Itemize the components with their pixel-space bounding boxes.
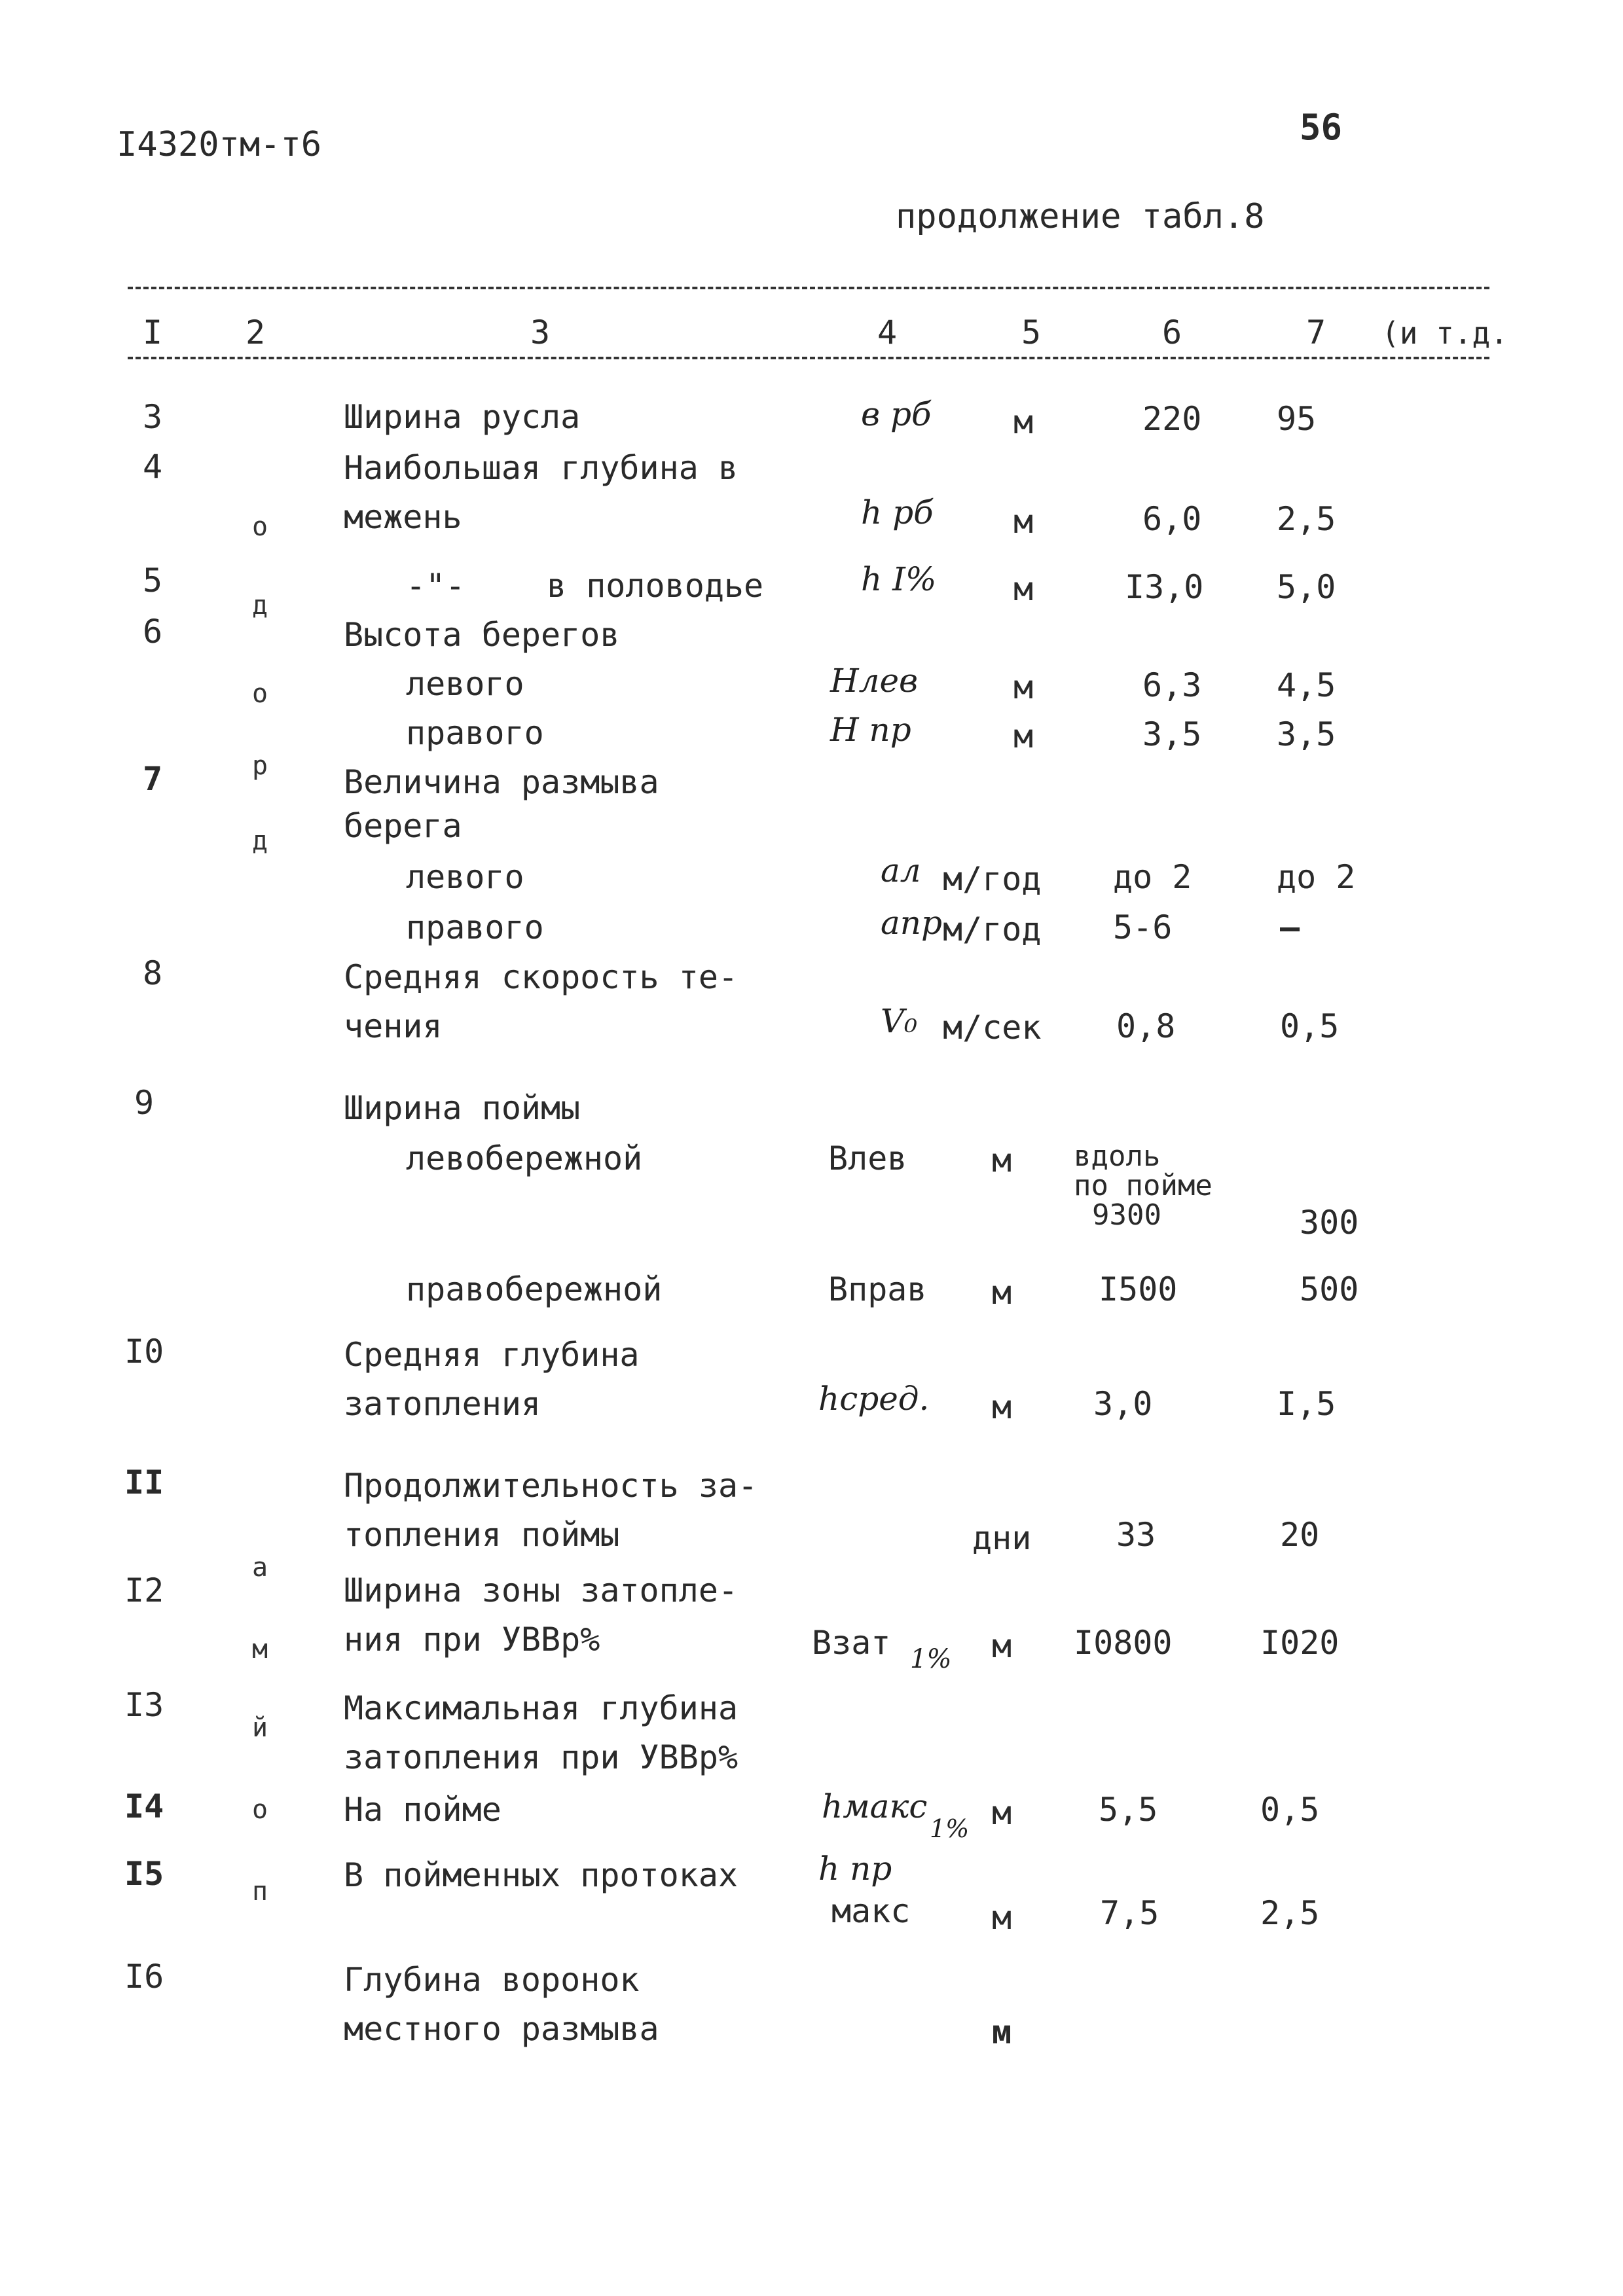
value-col6: I500 (1099, 1270, 1178, 1308)
parameter-name: Ширина поймы (344, 1089, 581, 1127)
parameter-name: Ширина зоны затопле- (344, 1571, 739, 1609)
value-col6: 7,5 (1100, 1894, 1159, 1932)
row-number: 4 (143, 448, 163, 486)
unit: м (992, 1388, 1012, 1426)
parameter-symbol: hмакс (822, 1787, 928, 1825)
parameter-subname: правого (406, 908, 544, 946)
parameter-name: топления поймы (344, 1516, 620, 1554)
row-number: I4 (124, 1787, 164, 1825)
unit: м (992, 2013, 1012, 2051)
row-number: I2 (124, 1571, 164, 1609)
parameter-symbol-subscript: 1% (930, 1814, 970, 1843)
parameter-subname: левобережной (406, 1139, 643, 1177)
value-col7: 4,5 (1277, 666, 1336, 704)
parameter-name: затопления при УВВр% (344, 1738, 739, 1776)
side-label-letter: о (252, 512, 268, 542)
parameter-name: Величина размыва (344, 763, 659, 801)
column-header-1: I (143, 314, 163, 351)
parameter-symbol: Влев (828, 1139, 907, 1177)
parameter-symbol: hсред. (818, 1380, 930, 1418)
parameter-symbol: Взат (812, 1624, 891, 1662)
unit: м (992, 1627, 1012, 1665)
column-header-7: 7 (1306, 314, 1326, 351)
value-col6: 3,5 (1142, 715, 1202, 753)
parameter-symbol: h рб (861, 493, 934, 531)
parameter-name: Максимальная глубина (344, 1689, 739, 1727)
value-col6: 6,3 (1142, 666, 1202, 704)
parameter-name: Продолжительность за- (344, 1467, 758, 1505)
row-number: 3 (143, 398, 163, 436)
value-col7: 20 (1280, 1516, 1320, 1554)
parameter-name: На пойме (344, 1791, 501, 1829)
value-col7: 0,5 (1260, 1791, 1320, 1829)
page-number: 56 (1300, 107, 1343, 148)
parameter-name: в половодье (547, 567, 764, 605)
unit: дни (972, 1519, 1032, 1557)
parameter-name: ния при УВВр% (344, 1621, 600, 1659)
parameter-name: берега (344, 807, 462, 845)
unit: м (992, 1899, 1012, 1937)
unit: м (1013, 403, 1034, 441)
value-col6: 3,0 (1093, 1385, 1153, 1423)
value-col7: 2,5 (1277, 500, 1336, 538)
side-label-letter: й (252, 1713, 268, 1743)
table-continuation-caption: продолжение табл.8 (896, 197, 1265, 236)
value-col7: 5,0 (1277, 568, 1336, 606)
side-label-letter: д (252, 826, 268, 856)
parameter-symbol: h I% (861, 560, 937, 598)
unit: м (1013, 717, 1034, 755)
parameter-symbol: V₀ (881, 1002, 918, 1040)
value-col7: 0,5 (1280, 1007, 1340, 1045)
parameter-name: Ширина русла (344, 398, 581, 436)
value-col6: I3,0 (1125, 568, 1204, 606)
side-label-letter: о (252, 1795, 268, 1825)
parameter-symbol: Hлев (830, 662, 919, 700)
row-number: 6 (143, 613, 163, 651)
parameter-name: Средняя скорость те- (344, 958, 739, 996)
row-number: I3 (124, 1686, 164, 1724)
unit: м (992, 1141, 1012, 1179)
value-col6: I0800 (1074, 1624, 1173, 1662)
value-col7: 95 (1277, 400, 1317, 438)
side-label-letter: р (252, 751, 268, 781)
side-label-letter: а (252, 1552, 268, 1583)
side-label-letter: д (252, 590, 268, 620)
parameter-subname: левого (406, 665, 524, 703)
value-col6: 5,5 (1099, 1791, 1158, 1829)
parameter-name: В пойменных протоках (344, 1856, 739, 1894)
row-number: I0 (124, 1333, 164, 1371)
value-col7: – (1280, 908, 1300, 946)
parameter-symbol: aл (881, 852, 921, 889)
value-col7: 3,5 (1277, 715, 1336, 753)
ditto-mark: -"- (406, 567, 465, 605)
parameter-symbol: H пр (830, 711, 911, 749)
column-header-etc: (и т.д. (1381, 315, 1508, 351)
header-top-rule (128, 287, 1489, 289)
column-header-2: 2 (246, 314, 266, 351)
value-col6: 0,8 (1116, 1007, 1176, 1045)
column-header-3: 3 (530, 314, 551, 351)
value-note: по пойме (1074, 1169, 1213, 1202)
column-header-5: 5 (1021, 314, 1042, 351)
parameter-subname: правого (406, 714, 544, 752)
parameter-name: межень (344, 498, 462, 536)
unit: м/год (943, 910, 1042, 948)
value-col7: до 2 (1277, 858, 1356, 896)
unit: м (992, 1794, 1012, 1832)
unit: м (1013, 503, 1034, 541)
row-number: 9 (134, 1084, 155, 1122)
header-bottom-rule (128, 357, 1489, 359)
parameter-symbol: Вправ (828, 1270, 927, 1308)
value-col7: 300 (1300, 1204, 1359, 1242)
side-label-letter: п (252, 1876, 268, 1907)
row-number: I6 (124, 1958, 164, 1996)
value-col7: I,5 (1277, 1385, 1336, 1423)
unit: м (1013, 668, 1034, 706)
parameter-symbol-subscript: 1% (910, 1644, 952, 1674)
row-number: 5 (143, 562, 163, 600)
parameter-name: местного размыва (344, 2010, 659, 2048)
unit: м (992, 1274, 1012, 1312)
side-label-letter: м (252, 1634, 268, 1664)
value-col6: 6,0 (1142, 500, 1202, 538)
value-col6: 220 (1142, 400, 1202, 438)
side-label-letter: о (252, 679, 268, 709)
parameter-name: Наибольшая глубина в (344, 449, 739, 487)
row-number: 8 (143, 954, 163, 992)
parameter-subname: правобережной (406, 1270, 663, 1308)
parameter-name: чения (344, 1007, 443, 1045)
unit: м/сек (943, 1009, 1042, 1047)
parameter-symbol: aпр (881, 904, 943, 942)
value-col6: до 2 (1113, 858, 1192, 896)
value-col7: I020 (1260, 1624, 1340, 1662)
value-col6: 9300 (1092, 1198, 1161, 1232)
parameter-symbol: макс (831, 1892, 911, 1930)
parameter-symbol: h пр (818, 1850, 892, 1888)
column-header-6: 6 (1162, 314, 1182, 351)
parameter-name: Глубина воронок (344, 1961, 640, 1999)
parameter-symbol: в рб (861, 395, 932, 433)
parameter-name: Высота берегов (344, 616, 620, 654)
unit: м/год (943, 860, 1042, 898)
unit: м (1013, 570, 1034, 608)
row-number: II (124, 1463, 164, 1501)
document-code: I4320тм-т6 (117, 125, 322, 164)
value-col6: 33 (1116, 1516, 1156, 1554)
row-number: I5 (124, 1855, 164, 1893)
parameter-subname: левого (406, 858, 524, 896)
value-col7: 500 (1300, 1270, 1359, 1308)
value-col7: 2,5 (1260, 1894, 1320, 1932)
value-note: вдоль (1074, 1139, 1161, 1173)
row-number: 7 (143, 760, 163, 798)
value-col6: 5-6 (1113, 908, 1173, 946)
parameter-name: затопления (344, 1385, 541, 1423)
parameter-name: Средняя глубина (344, 1336, 640, 1374)
column-header-4: 4 (877, 314, 898, 351)
